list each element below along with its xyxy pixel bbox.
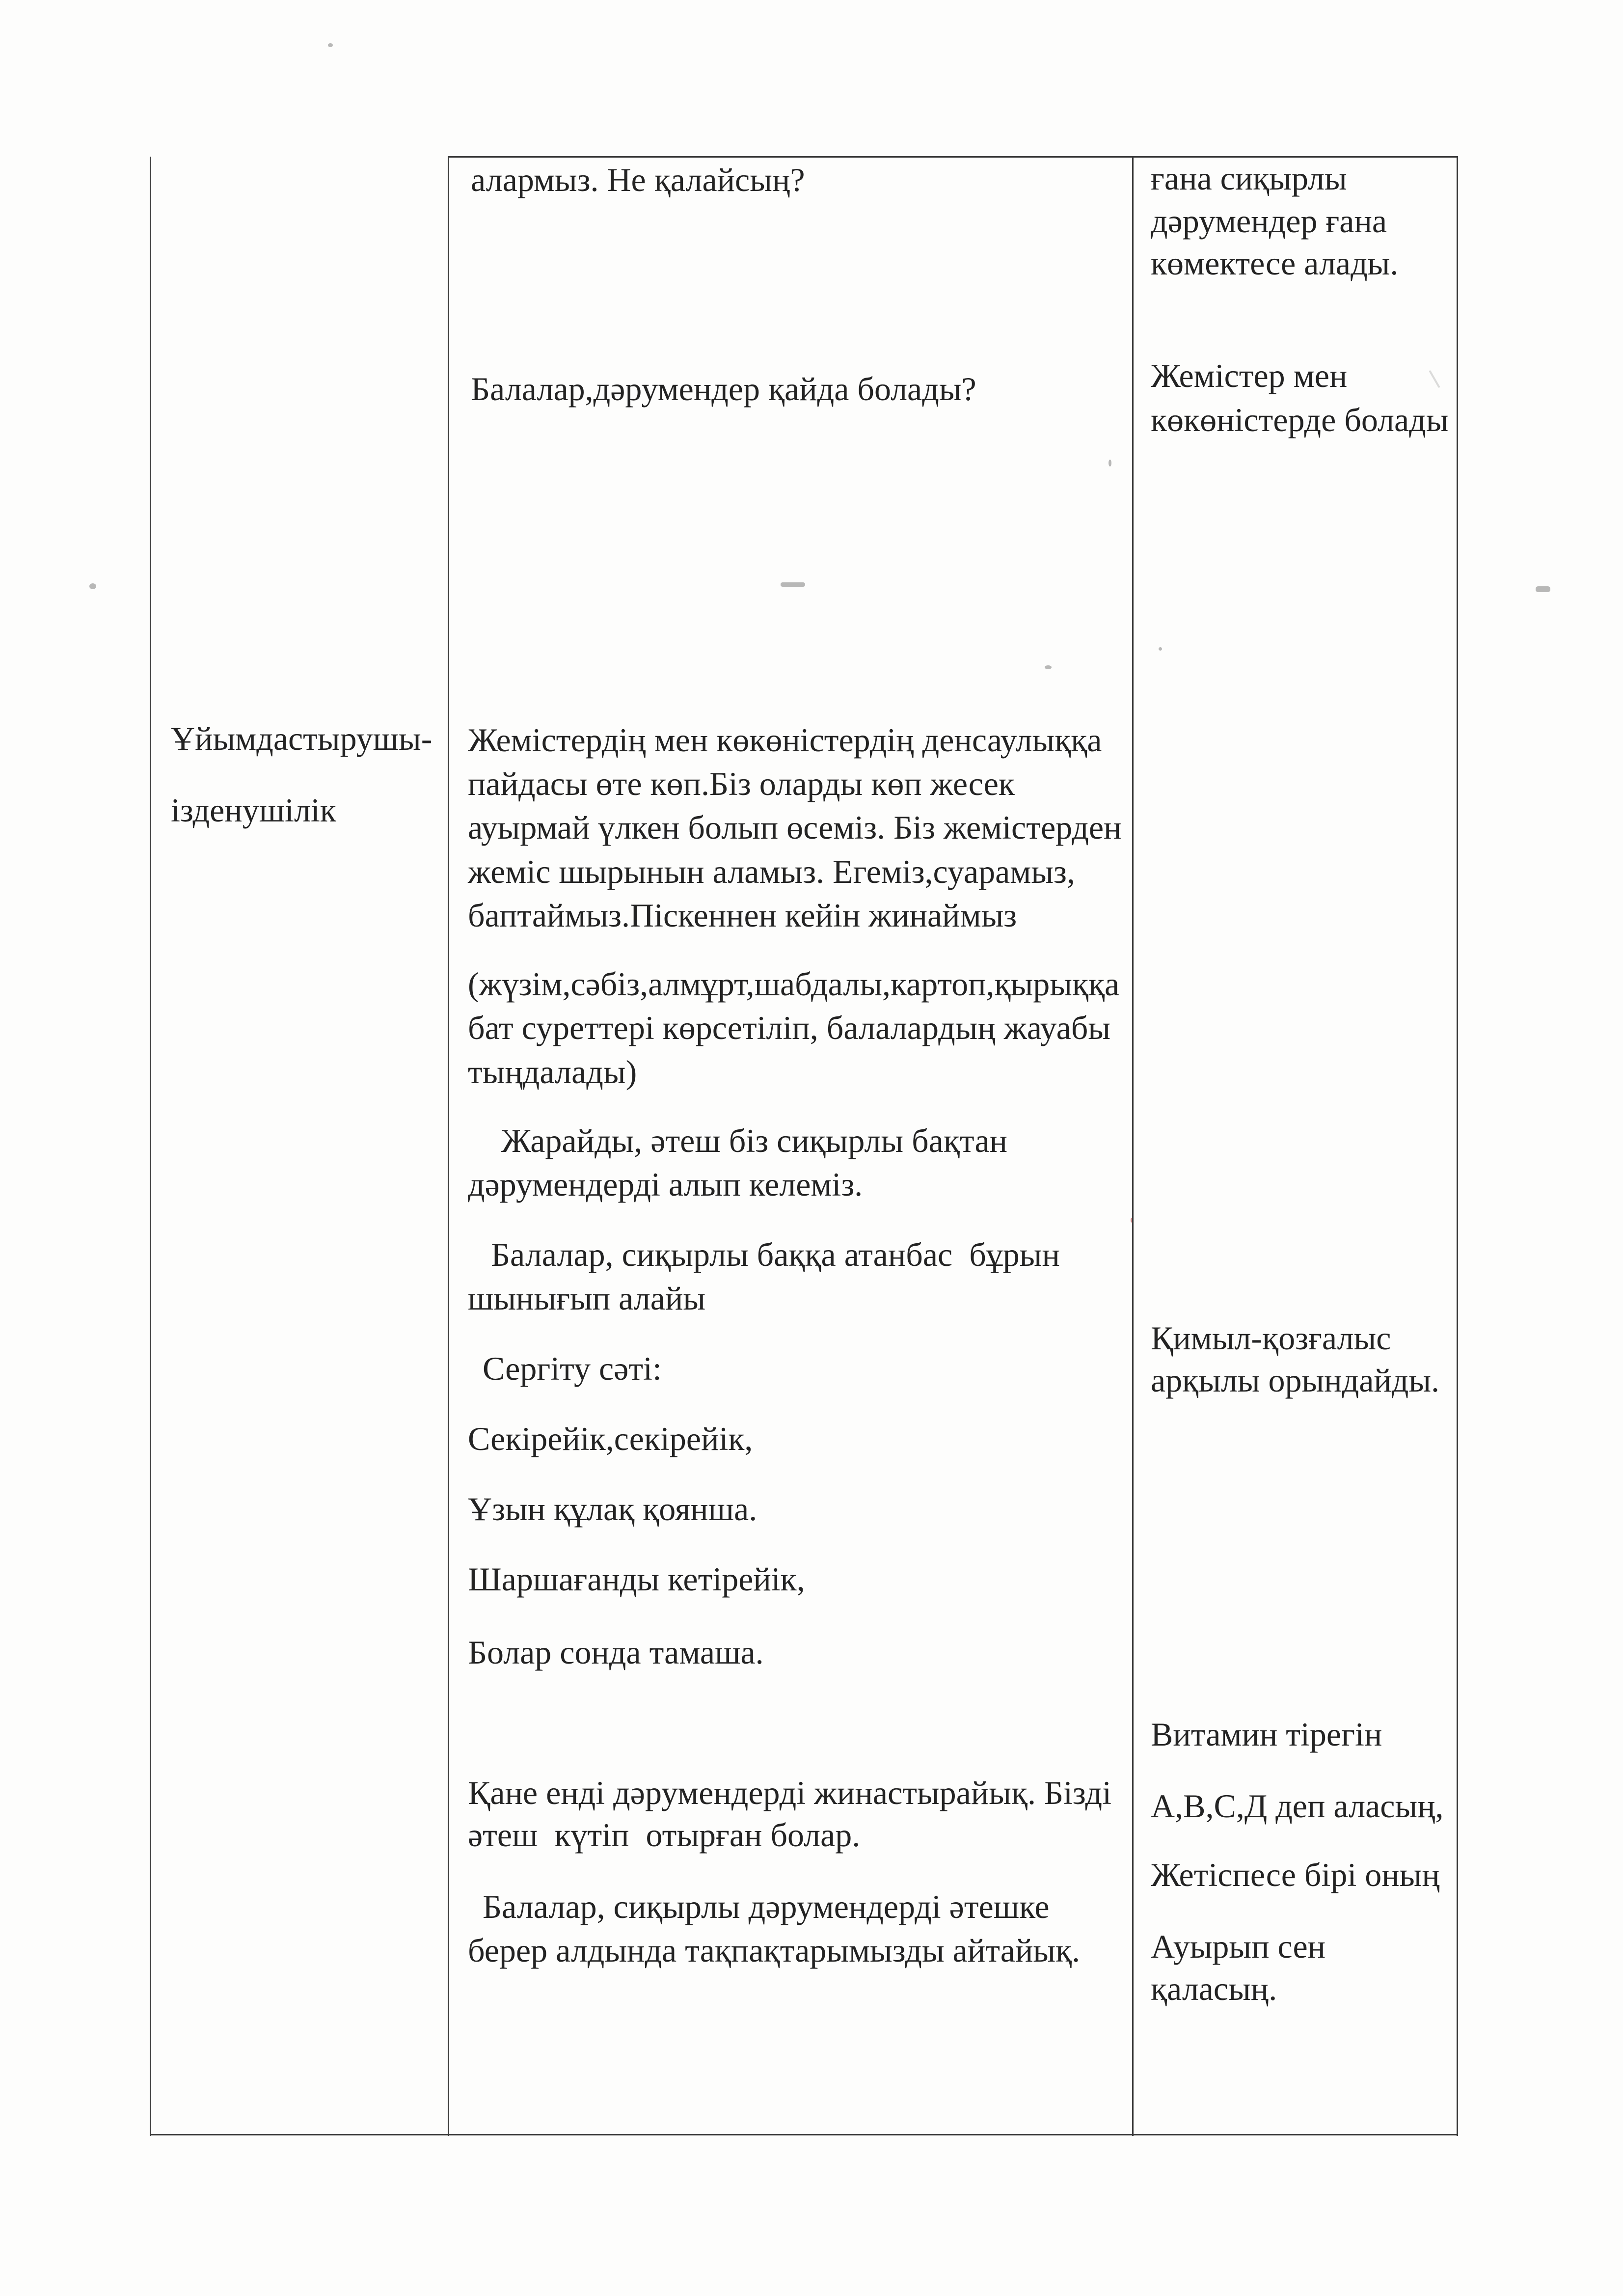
scan-speck: [328, 43, 333, 47]
teacher-text-line: бат суреттері көрсетіліп, балалардың жауабы: [468, 1009, 1111, 1046]
teacher-text-line: шынығып алайы: [468, 1280, 706, 1317]
teacher-text-line: Балалар, сиқырлы баққа атанбас бұрын: [491, 1236, 1060, 1273]
children-response-line: көкөністерде болады: [1151, 401, 1449, 438]
teacher-text-line: (жүзім,сәбіз,алмұрт,шабдалы,картоп,қырыққа: [468, 965, 1120, 1003]
children-poem-line: Витамин тірегін: [1151, 1716, 1382, 1753]
teacher-text-line: баптаймыз.Піскеннен кейін жинаймыз: [468, 897, 1017, 934]
stage-name-line: Ұйымдастырушы-: [171, 720, 433, 757]
teacher-text-line: әтеш күтіп отырған болар.: [468, 1816, 861, 1854]
scan-speck: [89, 583, 96, 589]
teacher-text-line: ауырмай үлкен болып өсеміз. Біз жемістерден: [468, 809, 1122, 846]
stage-name-line: ізденушілік: [171, 792, 336, 829]
teacher-text-line: Жарайды, әтеш біз сиқырлы бақтан: [501, 1122, 1008, 1159]
teacher-question-line: Балалар,дәрумендер қайда болады?: [471, 370, 976, 408]
children-response-line: Жемістер мен: [1151, 357, 1348, 394]
children-response-line: дәрумендер ғана: [1151, 202, 1387, 240]
poem-line: Секірейік,секірейік,: [468, 1420, 753, 1457]
teacher-text-line: тыңдалады): [468, 1053, 637, 1091]
children-activity-column: [1133, 157, 1457, 2135]
children-response-line: ғана сиқырлы: [1151, 160, 1347, 197]
teacher-text-line: Балалар, сиқырлы дәрумендерді әтешке: [483, 1888, 1050, 1925]
children-poem-line: қаласың.: [1151, 1970, 1277, 2007]
children-poem-line: Ауырып сен: [1151, 1928, 1326, 1965]
table-border-right: [1457, 157, 1458, 2136]
poem-line: Ұзын құлақ қоянша.: [468, 1490, 757, 1528]
exercise-title: Сергіту сәті:: [483, 1350, 662, 1387]
teacher-text-line: алармыз. Не қалайсың?: [471, 161, 805, 198]
teacher-activity-column: [449, 157, 1132, 2135]
scan-speck: [1536, 586, 1550, 592]
poem-line: Шаршағанды кетірейік,: [468, 1560, 805, 1598]
poem-line: Болар сонда тамаша.: [468, 1634, 764, 1671]
children-response-line: арқылы орындайды.: [1151, 1362, 1440, 1399]
teacher-text-line: Қане енді дәрумендерді жинастырайық. Бізді: [468, 1774, 1112, 1811]
teacher-text-line: жеміс шырынын аламыз. Егеміз,суарамыз,: [468, 853, 1075, 890]
teacher-text-line: дәрумендерді алып келеміз.: [468, 1166, 863, 1203]
teacher-text-line: пайдасы өте көп.Біз оларды көп жесек: [468, 765, 1015, 802]
children-poem-line: Жетіспесе бірі оның: [1151, 1856, 1440, 1893]
teacher-text-line: Жемістердің мен көкөністердің денсаулыққа: [468, 721, 1102, 759]
children-response-line: көмектесе алады.: [1151, 245, 1399, 282]
teacher-text-line: берер алдында тақпақтарымызды айтайық.: [468, 1932, 1081, 1969]
stage-column: [151, 157, 448, 2135]
children-poem-line: А,В,С,Д деп аласың,: [1151, 1787, 1444, 1825]
children-response-line: Қимыл-қозғалыс: [1151, 1319, 1391, 1357]
